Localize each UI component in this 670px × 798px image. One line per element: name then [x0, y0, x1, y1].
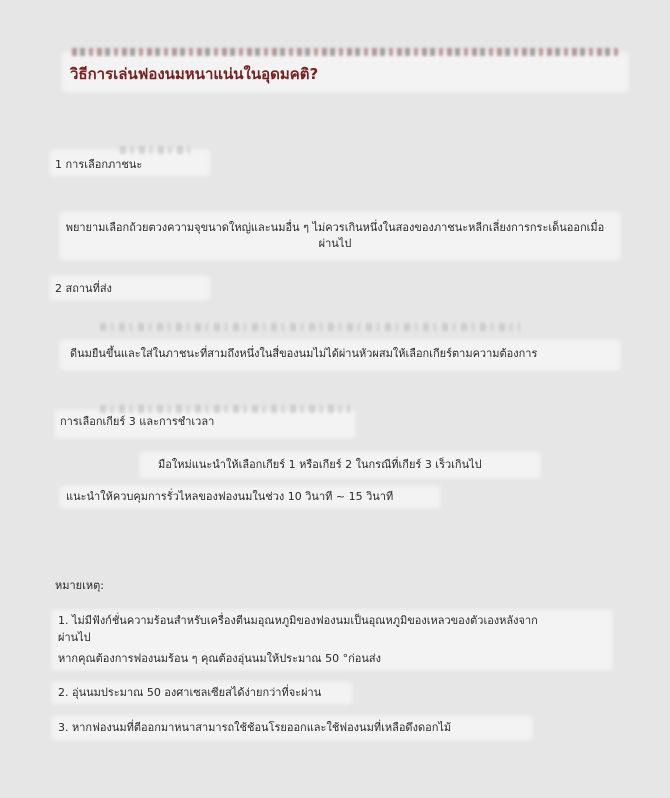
ghost-line-3 [100, 405, 350, 413]
section-1-body: พยายามเลือกถ้วยตวงความจุขนาดใหญ่และนมอื่น ๆ ไม่ควรเกินหนึ่งในสองของภาชนะหลีกเลี่ยงการกระเด็นออกเมื่อผ่านไป [65, 221, 605, 250]
ghost-line-top [72, 48, 620, 56]
note-2: 2. อุ่นนมประมาณ 50 องศาเซลเซียสได้ง่ายกว่าที่จะผ่าน [58, 686, 322, 699]
note-1-line-2: ผ่านไป [58, 631, 91, 644]
section-2-body: ดีนมยืนขึ้นและใส่ในภาชนะที่สามถึงหนึ่งในสี่ของนมไม่ได้ผ่านหัวผสมให้เลือกเกียร์ตามความต้องการ [70, 347, 538, 360]
section-3-heading: การเลือกเกียร์ 3 และการชำเวลา [60, 415, 215, 428]
ghost-line-1 [120, 146, 190, 154]
page-title: วิธีการเล่นฟองนมหนาแน่นในอุดมคติ? [70, 65, 319, 83]
ghost-line-2 [100, 323, 520, 331]
section-3-body-2: แนะนำให้ควบคุมการรั่วไหลของฟองนมในช่วง 10 วินาที ~ 15 วินาที [66, 490, 394, 503]
note-3: 3. หากฟองนมที่ตีออกมาหนาสามารถใช้ช้อนโรยออกและใช้ฟองนมที่เหลือดึงดอกไม้ [58, 721, 452, 734]
section-1-heading: 1 การเลือกภาชนะ [55, 158, 143, 171]
note-1-line-3: หากคุณต้องการฟองนมร้อน ๆ คุณต้องอุ่นนมให้ประมาณ 50 °ก่อนส่ง [58, 652, 381, 665]
section-3-body: มือใหม่แนะนำให้เลือกเกียร์ 1 หรือเกียร์ 2 ในกรณีที่เกียร์ 3 เร็วเกินไป [158, 458, 482, 471]
notes-heading: หมายเหตุ: [55, 579, 104, 592]
note-1-line-1: 1. ไม่มีฟังก์ชั่นความร้อนสำหรับเครื่องตีนมอุณหภูมิของฟองนมเป็นอุณหภูมิของเหลวของตัวเองหลังจาก [58, 614, 538, 627]
section-2-heading: 2 สถานที่ส่ง [55, 282, 112, 295]
